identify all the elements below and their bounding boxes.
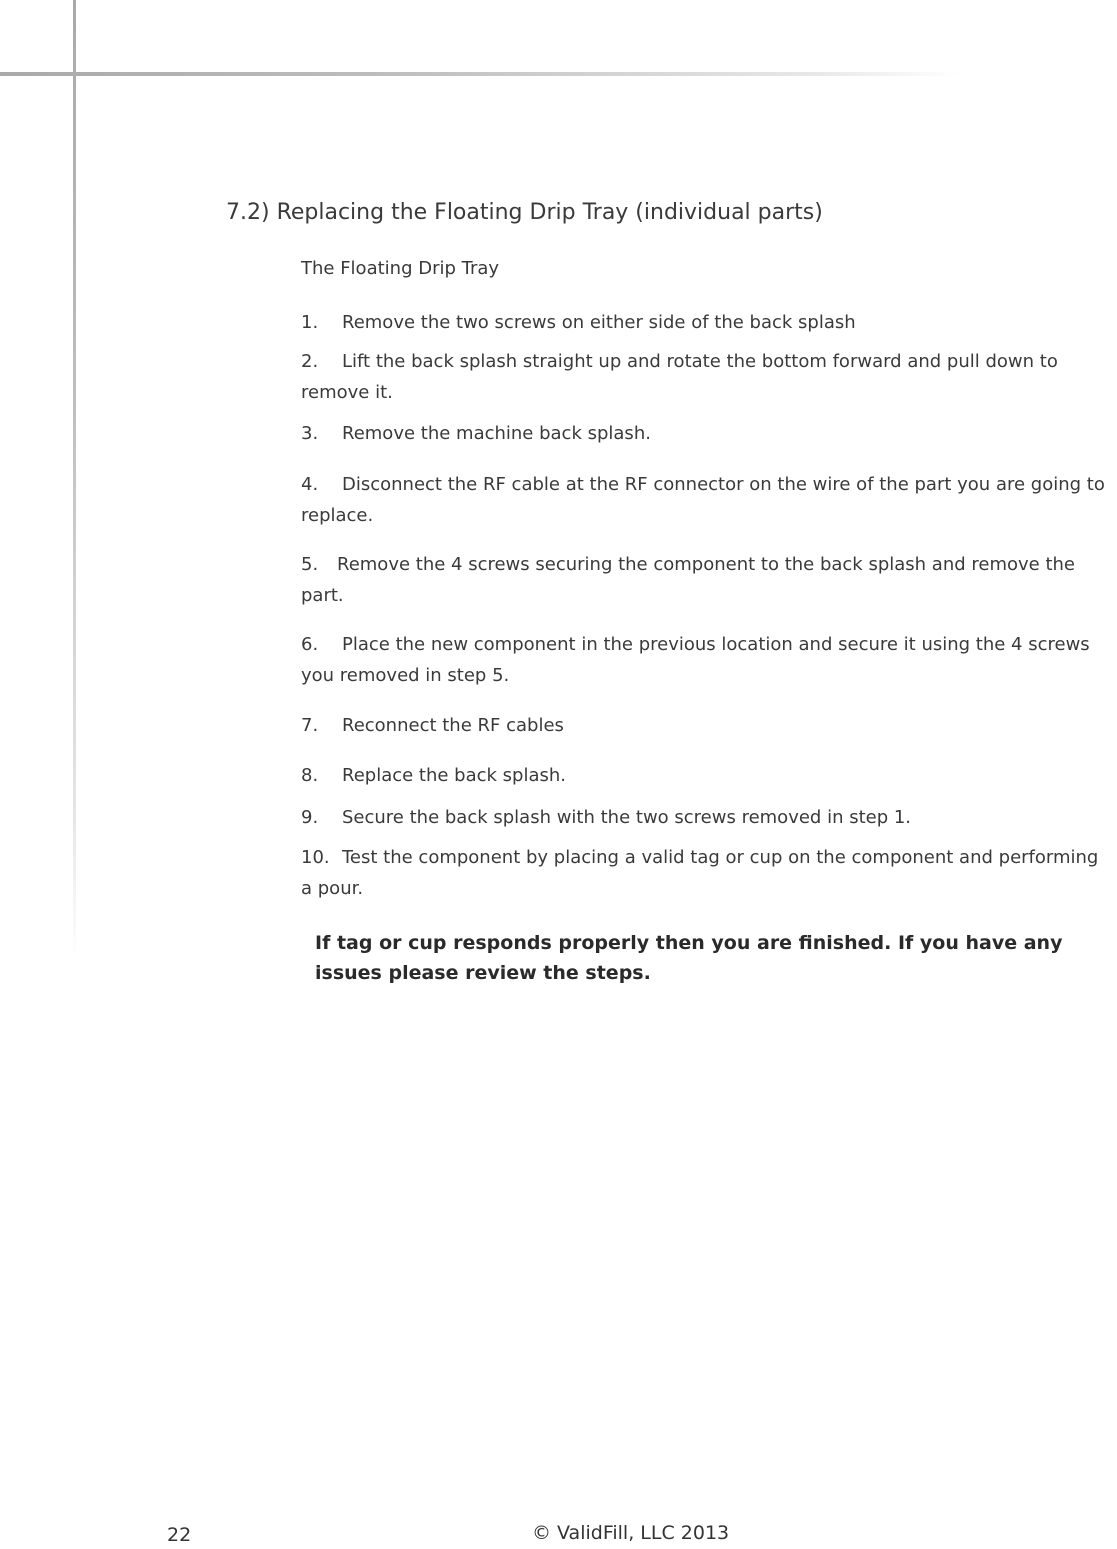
step-1 (301, 307, 1113, 338)
step-9 (301, 802, 1113, 833)
step-2 (301, 346, 1113, 408)
step-number: 5. (301, 554, 319, 575)
step-text: Secure the back splash with the two screws removed in step 1. (342, 807, 912, 828)
step-4 (301, 469, 1113, 531)
page-number: 22 (167, 1524, 192, 1546)
step-number: 9. (301, 807, 319, 828)
step-text: Test the component by placing a valid tag or cup on the component and performing a pour. (301, 847, 1099, 899)
step-10 (301, 842, 1113, 904)
copyright-footer: © ValidFill, LLC 2013 (532, 1522, 730, 1544)
step-number: 7. (301, 715, 319, 736)
step-text: Disconnect the RF cable at the RF connector on the wire of the part you are going to replace. (301, 474, 1105, 526)
step-7 (301, 710, 1113, 741)
step-text: Remove the machine back splash. (342, 423, 651, 444)
step-text: Remove the 4 screws securing the component to the back splash and remove the part. (301, 554, 1075, 606)
step-number: 2. (301, 351, 319, 372)
step-text: Remove the two screws on either side of the back splash (342, 312, 856, 333)
step-text: Place the new component in the previous location and secure it using the 4 screws you removed in step 5. (301, 634, 1090, 686)
step-text: Reconnect the RF cables (342, 715, 564, 736)
step-text: Lift the back splash straight up and rotate the bottom forward and pull down to remove it. (301, 351, 1058, 403)
step-number: 8. (301, 765, 319, 786)
step-text: Replace the back splash. (342, 765, 567, 786)
step-number: 1. (301, 312, 319, 333)
section-subheading: The Floating Drip Tray (301, 258, 500, 279)
margin-rule-vertical (73, 0, 76, 960)
margin-rule-horizontal (0, 72, 960, 76)
step-5 (301, 549, 1113, 611)
section-heading: 7.2) Replacing the Floating Drip Tray (individual parts) (226, 200, 823, 225)
step-number: 3. (301, 423, 319, 444)
completion-note: If tag or cup responds properly then you are finished. If you have any issues please review the steps. (315, 932, 1063, 984)
step-number: 6. (301, 634, 319, 655)
step-number: 4. (301, 474, 319, 495)
step-8 (301, 760, 1113, 791)
step-number: 10. (301, 847, 330, 868)
step-3 (301, 418, 1113, 449)
step-6 (301, 629, 1113, 691)
